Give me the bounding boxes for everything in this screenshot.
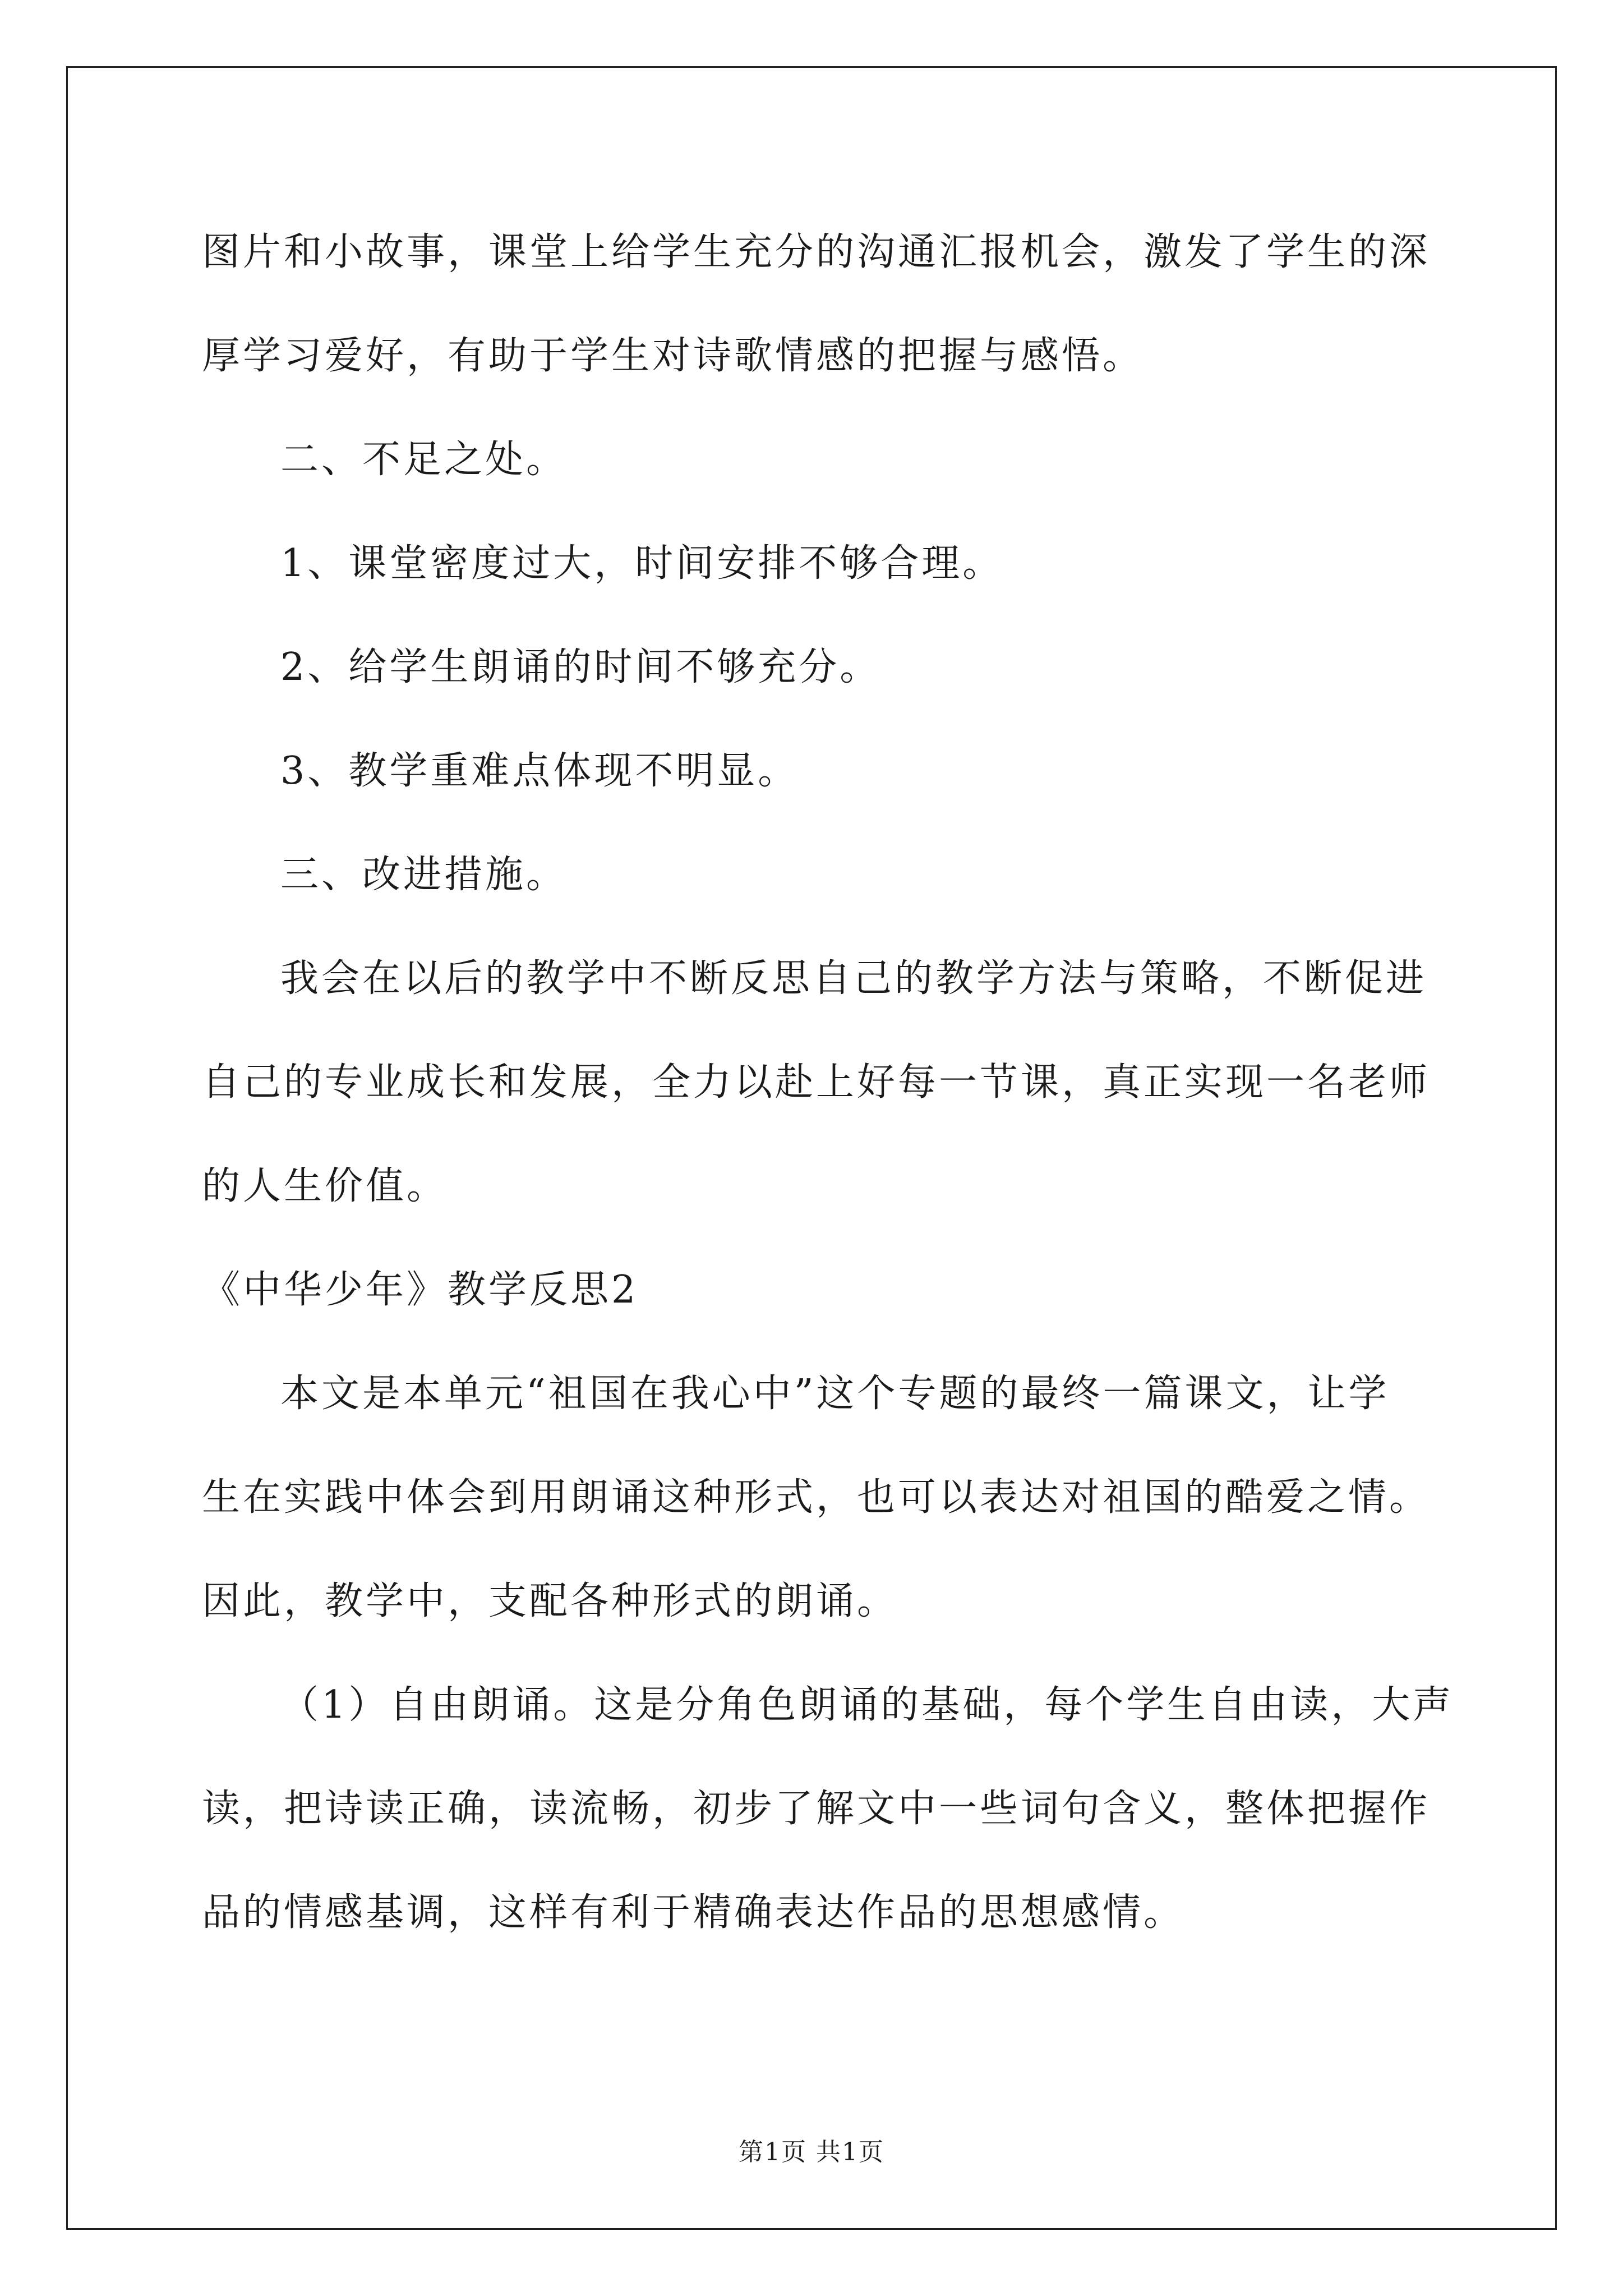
- text-line: 生在实践中体会到用朗诵这种形式，也可以表达对祖国的酷爱之情。: [202, 1475, 1431, 1520]
- page-footer: 第1页 共1页: [739, 2138, 884, 2166]
- text-line: 我会在以后的教学中不断反思自己的教学方法与策略，不断促进: [280, 956, 1427, 1001]
- list-item: 2、给学生朗诵的时间不够充分。: [280, 645, 881, 689]
- text-line: 本文是本单元“祖国在我心中”这个专题的最终一篇课文，让学: [280, 1372, 1390, 1416]
- article-title: 《中华少年》教学反思2: [202, 1268, 639, 1312]
- text-line: （1）自由朗诵。这是分角色朗诵的基础，每个学生自由读，大声: [280, 1683, 1454, 1727]
- text-line: 图片和小故事，课堂上给学生充分的沟通汇报机会，激发了学生的深: [202, 230, 1431, 274]
- list-item: 1、课堂密度过大，时间安排不够合理。: [280, 541, 1004, 586]
- text-line: 厚学习爱好，有助于学生对诗歌情感的把握与感悟。: [202, 334, 1144, 378]
- text-line: 的人生价值。: [202, 1164, 448, 1208]
- list-item: 3、教学重难点体现不明显。: [280, 749, 799, 793]
- text-line: 因此，教学中，支配各种形式的朗诵。: [202, 1579, 898, 1623]
- text-line: 品的情感基调，这样有利于精确表达作品的思想感情。: [202, 1890, 1185, 1935]
- section-heading: 二、不足之处。: [280, 438, 568, 482]
- text-line: 读，把诗读正确，读流畅，初步了解文中一些词句含义，整体把握作: [202, 1787, 1431, 1831]
- text-line: 自己的专业成长和发展，全力以赴上好每一节课，真正实现一名老师: [202, 1060, 1431, 1105]
- section-heading: 三、改进措施。: [280, 853, 568, 897]
